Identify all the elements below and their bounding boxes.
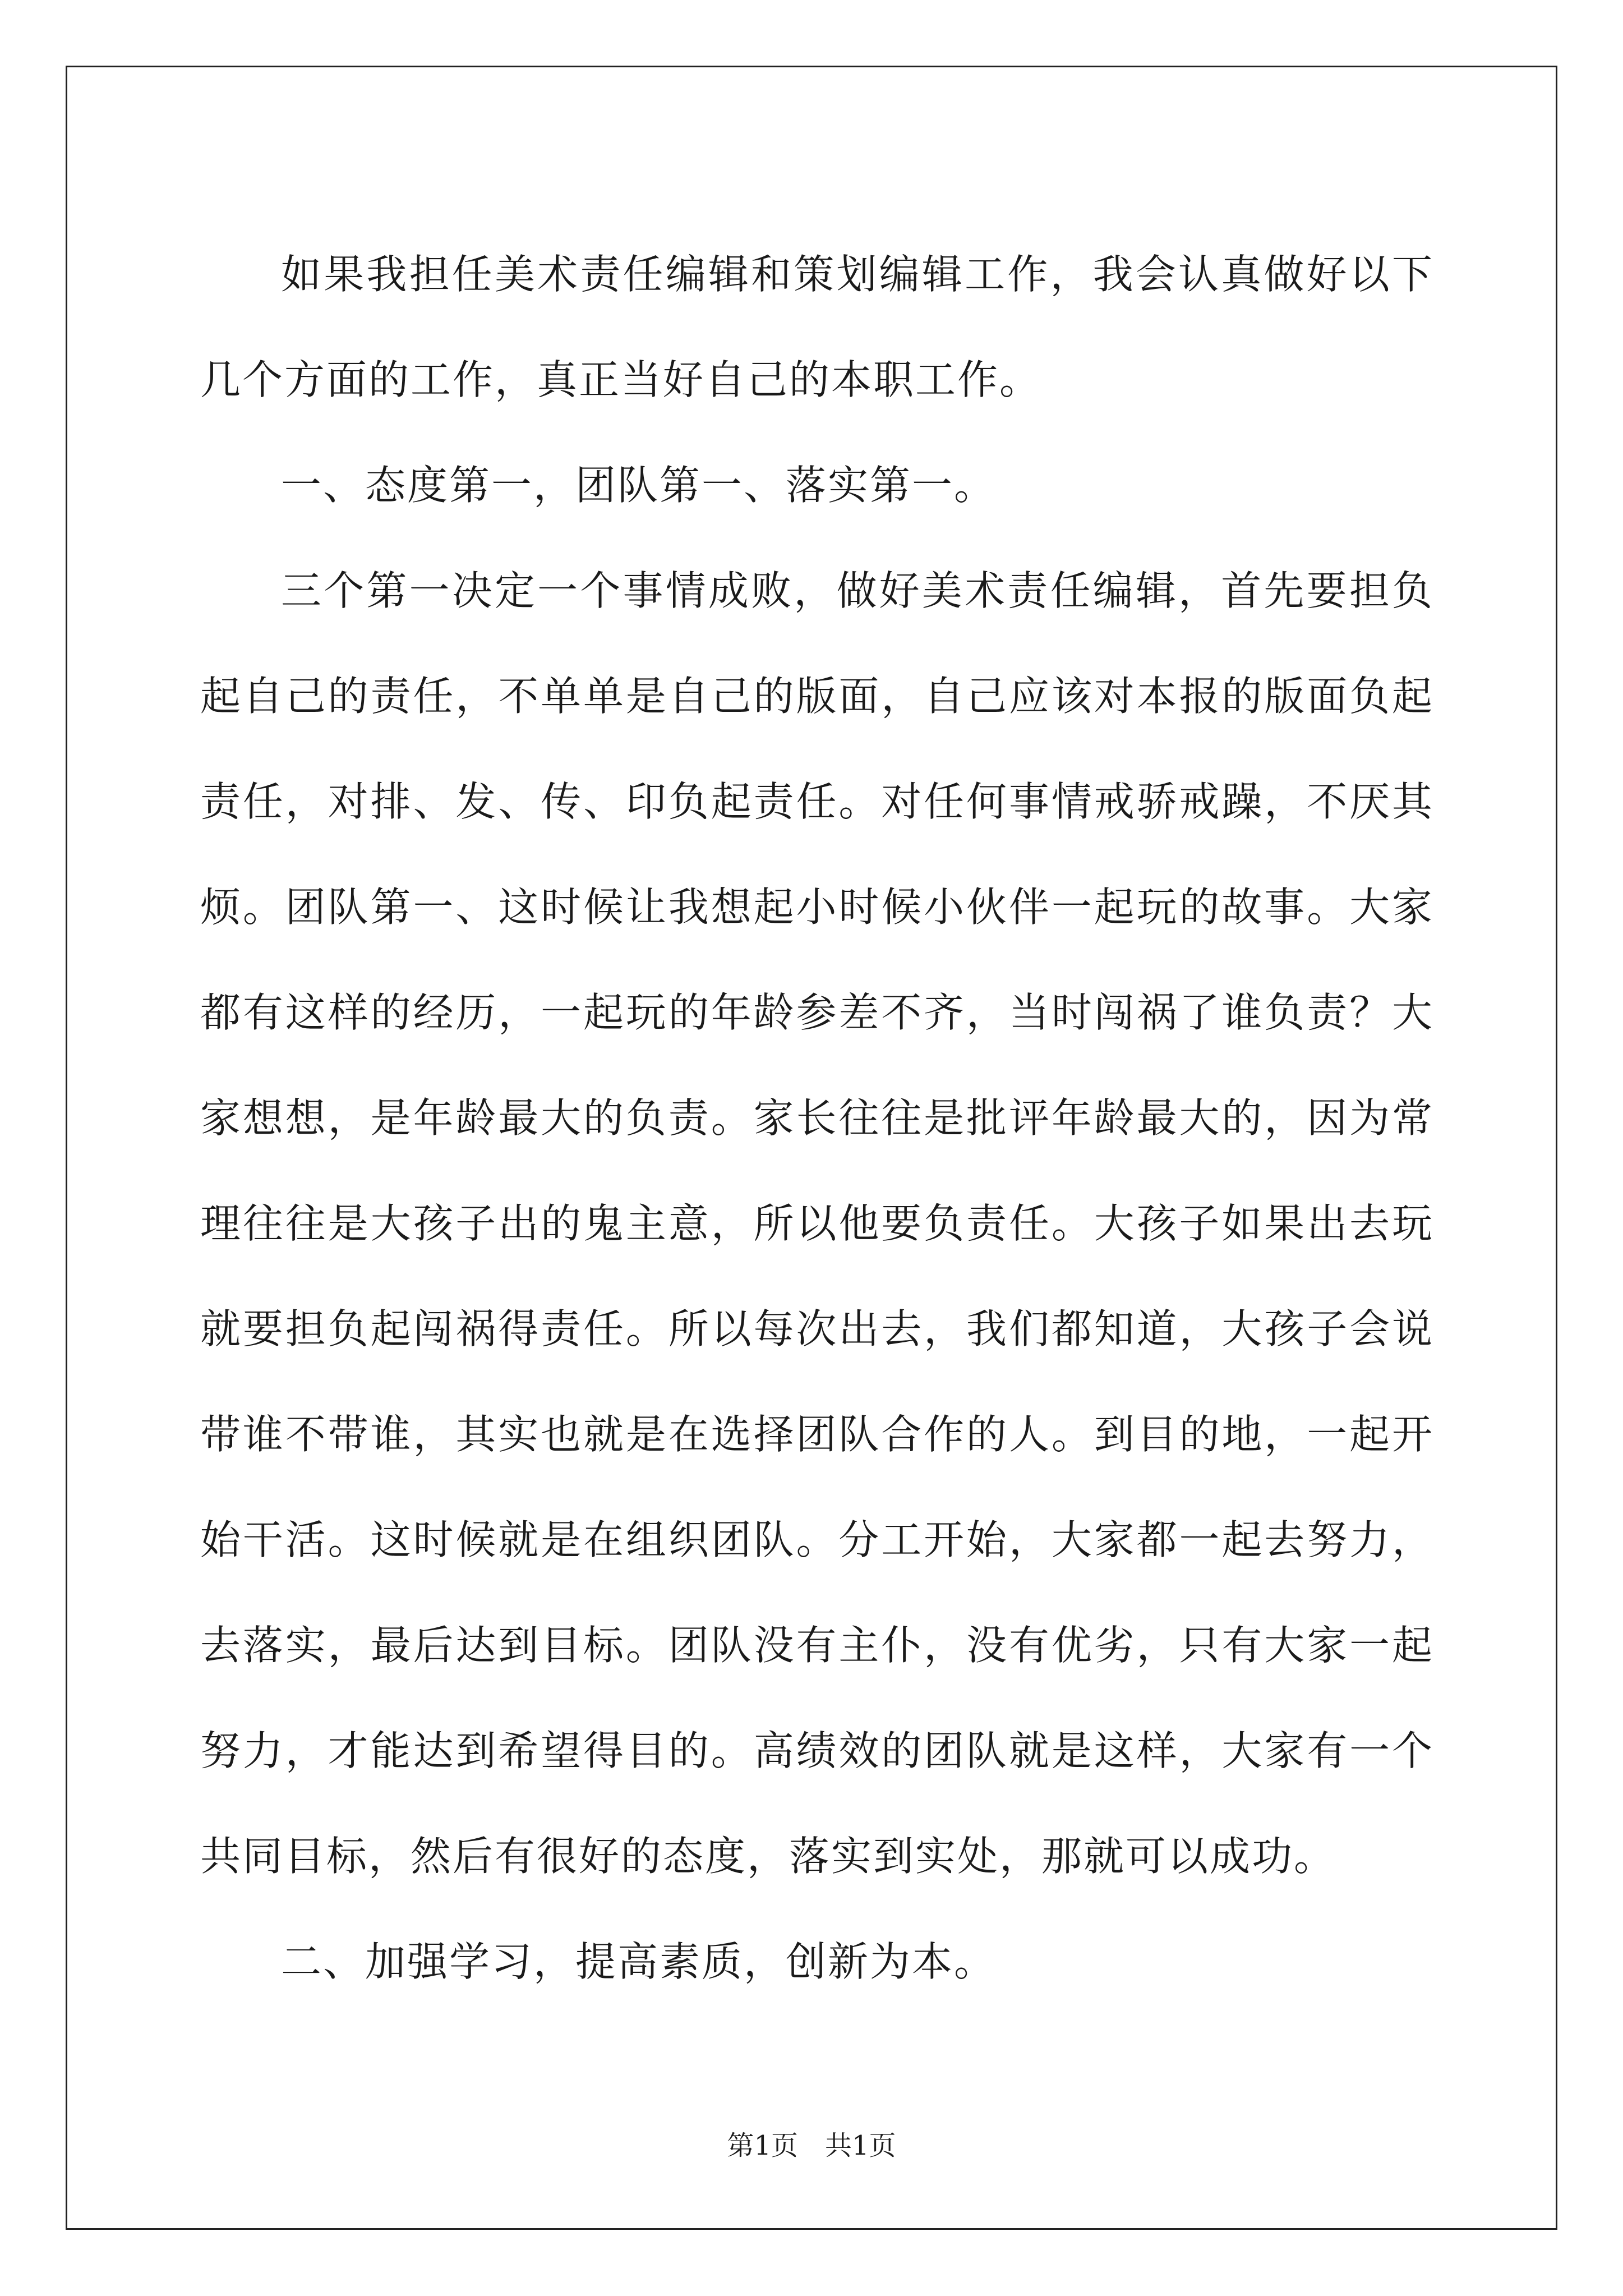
page-footer xyxy=(0,2129,1623,2162)
paragraph-intro: 如果我担任美术责任编辑和策划编辑工作，我会认真做好以下几个方面的工作，真正当好自己的本职工作。 xyxy=(200,251,1434,403)
paragraph-section-1-body: 三个第一决定一个事情成败，做好美术责任编辑，首先要担负起自己的责任，不单单是自己的版面，自己应该对本报的版面负起责任，对排、发、传、印负起责任。对任何事情戒骄戒躁，不厌其烦。团队第一、这时候让我想起小时候小伙伴一起玩的故事。大家都有这样的经历，一起玩的年龄参差不齐，当时闯祸了谁负责？大家想想，是年龄最大的负责。家长往往是批评年龄最大的，因为常理往往是大孩子出的鬼主意，所以他要负责任。大孩子如果出去玩就要担负起闯祸得责任。所以每次出去，我们都知道，大孩子会说带谁不带谁，其实也就是在选择团队合作的人。到目的地，一起开始干活。这时候就是在组织团队。分工开始，大家都一起去努力，去落实，最后达到目标。团队没有主仆，没有优劣，只有大家一起努力，才能达到希望得目的。高绩效的团队就是这样，大家有一个共同目标，然后有很好的态度，落实到实处，那就可以成功。 xyxy=(200,567,1434,1880)
page-number-total: 共1页 xyxy=(825,2130,896,2161)
page-number-current: 第1页 xyxy=(727,2130,798,2161)
heading-section-2: 二、加强学习，提高素质，创新为本。 xyxy=(281,1938,997,1985)
heading-section-1: 一、态度第一，团队第一、落实第一。 xyxy=(281,462,997,509)
document-body xyxy=(200,222,1434,2014)
